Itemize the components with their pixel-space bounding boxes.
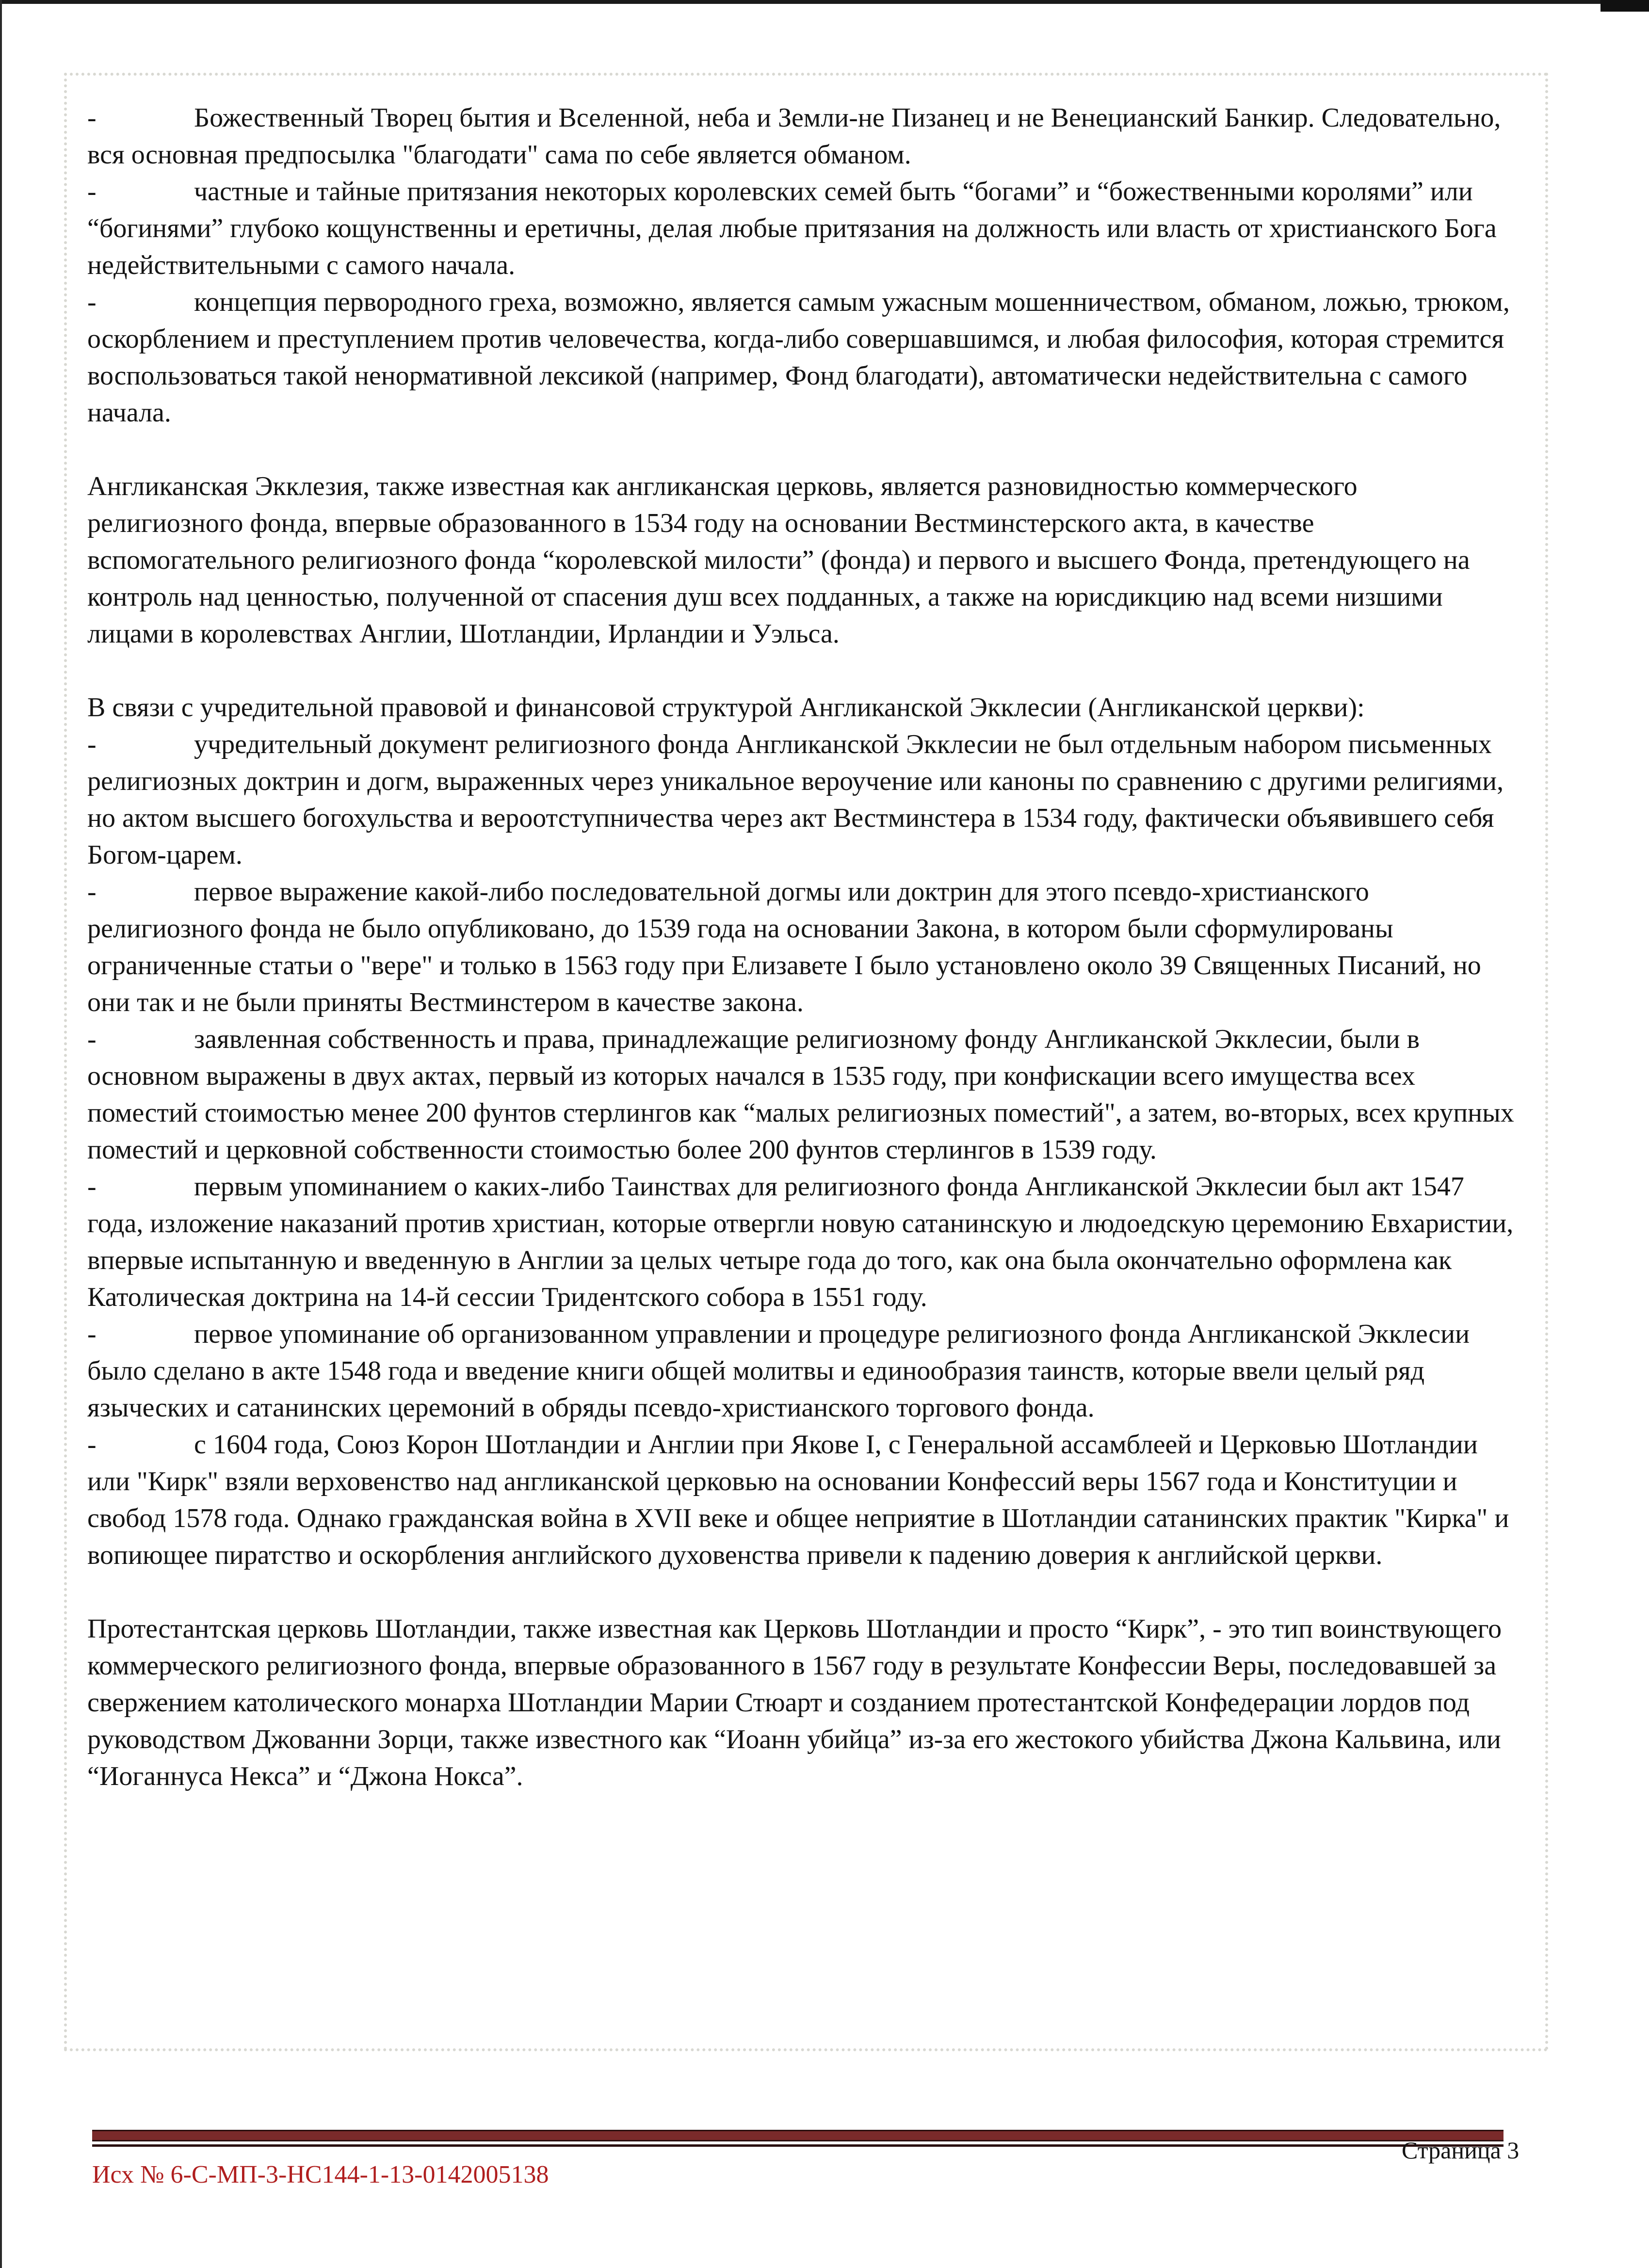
- scan-edge-top-right: [1600, 0, 1649, 12]
- list-item: [87, 726, 1518, 873]
- list-item-text: первое выражение какой-либо последовательной догмы или доктрин для этого псевдо-христианского религиозного фонда не было опубликовано, до 1539 года на основании Закона, в котором были сформулированы ограниченные статьи о "вере" и только в 1563 году при Елизавете I было установлено около 39 Священных Писаний, но они так и не были приняты Вестминстером в качестве закона.: [87, 877, 1481, 1017]
- list-item: [87, 284, 1518, 431]
- footer-divider-thin: [92, 2144, 1504, 2147]
- list-item: [87, 1426, 1518, 1574]
- list-item: [87, 873, 1518, 1021]
- list-intro: В связи с учредительной правовой и финансовой структурой Англиканской Экклесии (Англиканской церкви):: [87, 692, 1365, 723]
- list-item-text: Божественный Творец бытия и Вселенной, неба и Земли-не Пизанец и не Венецианский Банкир. Следовательно, вся основная предпосылка "благодати" сама по себе является обманом.: [87, 103, 1501, 170]
- list-item: [87, 99, 1518, 173]
- bullet-dash: -: [87, 177, 97, 207]
- page-number: Страница 3: [1402, 2137, 1520, 2164]
- bullet-list-grace: [87, 99, 1518, 431]
- list-item: [87, 1168, 1518, 1316]
- paragraph-church-of-scotland: Протестантская церковь Шотландии, также известная как Церковь Шотландии и просто “Кирк”, - это тип воинствующего коммерческого религиозного фонда, впервые образованного в 1567 году в результате Конфессии Веры, последовавшей за свержением католического монарха Шотландии Марии Стюарт и созданием протестантской Конфедерации лордов под руководством Джованни Зорци, также известного как “Иоанн убийца” из-за его жестокого убийства Джона Кальвина, или “Иоганнуса Некса” и “Джона Нокса”.: [87, 1614, 1502, 1791]
- bullet-dash: -: [87, 729, 97, 759]
- list-item-text: первое упоминание об организованном управлении и процедуре религиозного фонда Англиканской Экклесии было сделано в акте 1548 года и введение книги общей молитвы и единообразия таинств, которые ввели целый ряд языческих и сатанинских церемоний в обряды псевдо-христианского торгового фонда.: [87, 1319, 1470, 1423]
- bullet-dash: -: [87, 1319, 97, 1349]
- document-body: [87, 99, 1518, 1832]
- scan-edge-left: [0, 0, 2, 2268]
- bullet-dash: -: [87, 103, 97, 133]
- list-item-text: первым упоминанием о каких-либо Таинствах для религиозного фонда Англиканской Экклесии был акт 1547 года, изложение наказаний против христиан, которые отвергли новую сатанинскую и людоедскую церемонию Евхаристии, впервые испытанную и введенную в Англии за целых четыре года до того, как она была окончательно оформлена как Католическая доктрина на 14-й сессии Тридентского собора в 1551 году.: [87, 1172, 1514, 1312]
- paragraph-anglican-ecclesia: Англиканская Экклезия, также известная как англиканская церковь, является разновидностью коммерческого религиозного фонда, впервые образованного в 1534 году на основании Вестминстерского акта, в качестве вспомогательного религиозного фонда “королевской милости” (фонда) и первого и высшего Фонда, претендующего на контроль над ценностью, полученной от спасения душ всех подданных, а также на юрисдикцию над всеми низшими лицами в королевствах Англии, Шотландии, Ирландии и Уэльса.: [87, 471, 1470, 649]
- bullet-list-anglican-structure: [87, 689, 1518, 1574]
- bullet-dash: -: [87, 1172, 97, 1202]
- list-item: [87, 1316, 1518, 1426]
- list-item-text: заявленная собственность и права, принадлежащие религиозному фонду Англиканской Экклесии, были в основном выражены в двух актах, первый из которых начался в 1535 году, при конфискации всего имущества всех поместий стоимостью менее 200 фунтов стерлингов как “малых религиозных поместий", а затем, во-вторых, всех крупных поместий и церковной собственности стоимостью более 200 фунтов стерлингов в 1539 году.: [87, 1024, 1514, 1165]
- list-item-text: учредительный документ религиозного фонда Англиканской Экклесии не был отдельным набором письменных религиозных доктрин и догм, выраженных через уникальное вероучение или каноны по сравнению с другими религиями, но актом высшего богохульства и вероотступничества через акт Вестминстера в 1534 году, фактически объявившего себя Богом-царем.: [87, 729, 1504, 870]
- bullet-dash: -: [87, 1430, 97, 1460]
- document-reference-number: Исх № 6-С-МП-3-НС144-1-13-0142005138: [92, 2161, 549, 2188]
- list-item-text: концепция первородного греха, возможно, является самым ужасным мошенничеством, обманом, ложью, трюком, оскорблением и преступлением против человечества, когда-либо совершавшимся, и любая философия, которая стремится воспользоваться такой ненормативной лексикой (например, Фонд благодати), автоматически недействительна с самого начала.: [87, 287, 1510, 428]
- bullet-dash: -: [87, 1024, 97, 1054]
- bullet-dash: -: [87, 287, 97, 317]
- list-item: [87, 173, 1518, 284]
- bullet-dash: -: [87, 877, 97, 907]
- list-item: [87, 1021, 1518, 1168]
- footer-divider: [92, 2130, 1504, 2147]
- list-item-text: с 1604 года, Союз Корон Шотландии и Англии при Якове I, с Генеральной ассамблеей и Церковью Шотландии или "Кирк" взяли верховенство над англиканской церковью на основании Конфессий веры 1567 года и Конституции и свобод 1578 года. Однако гражданская война в XVII веке и общее неприятие в Шотландии сатанинских практик "Кирка" и вопиющее пиратство и оскорбления английского духовенства привели к падению доверия к английской церкви.: [87, 1430, 1509, 1570]
- footer-divider-thick: [92, 2130, 1504, 2141]
- scan-edge-top: [0, 0, 1649, 4]
- list-item-text: частные и тайные притязания некоторых королевских семей быть “богами” и “божественными королями” или “богинями” глубоко кощунственны и еретичны, делая любые притязания на должность или власть от христианского Бога недействительными с самого начала.: [87, 177, 1497, 280]
